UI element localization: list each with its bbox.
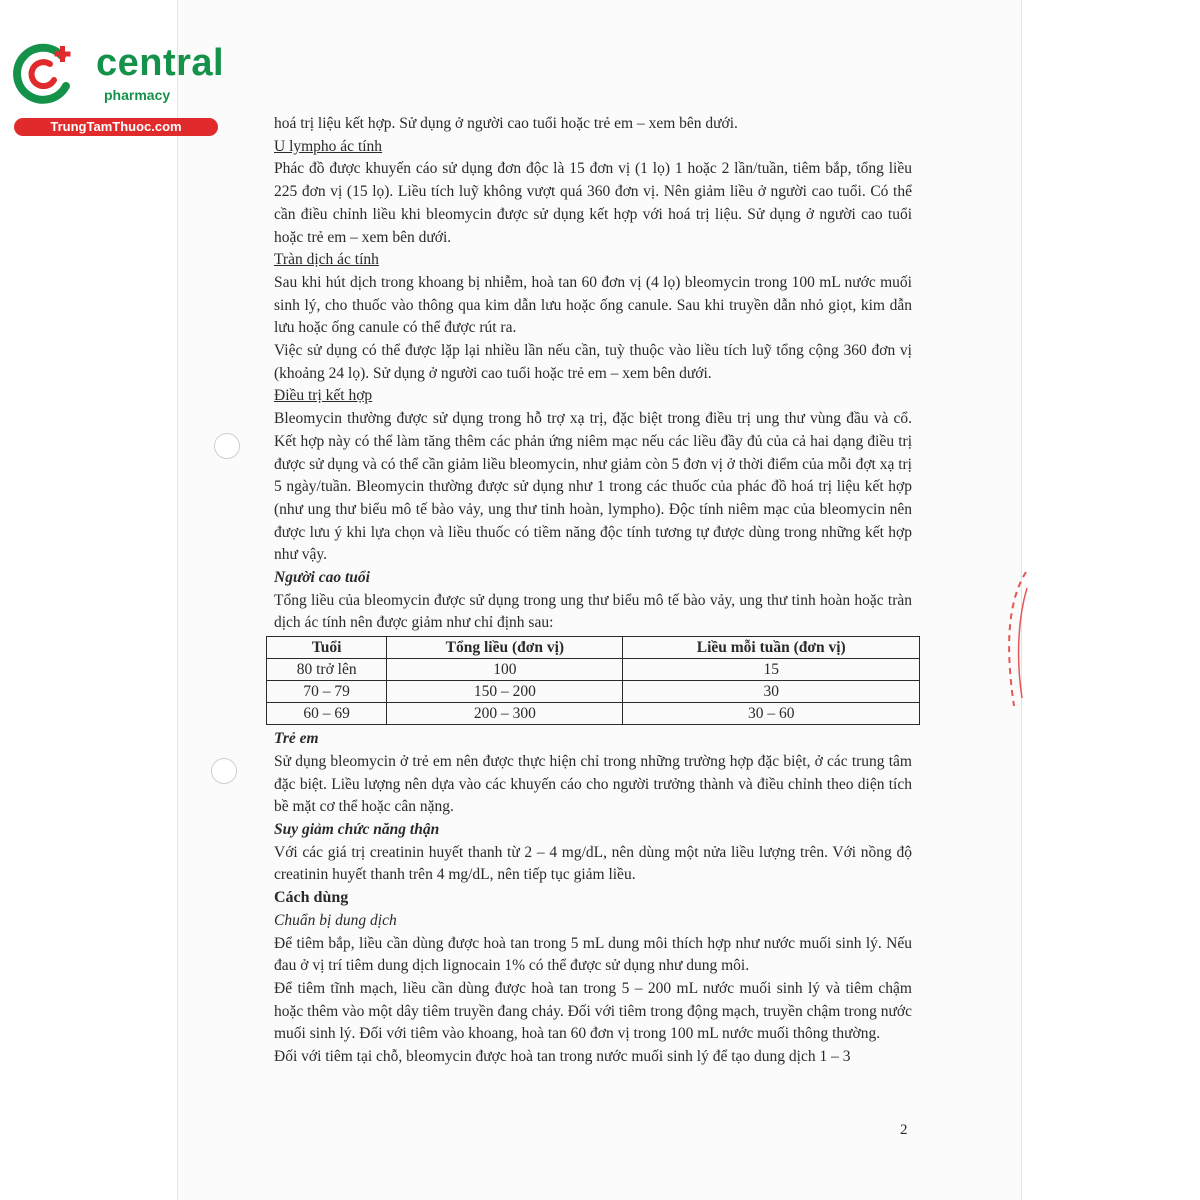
heading-lymphoma: U lympho ác tính: [274, 137, 383, 155]
table-cell: 30 – 60: [623, 703, 920, 725]
table-cell: 100: [387, 659, 623, 681]
logo-site-banner: TrungTamThuoc.com: [14, 118, 218, 136]
paragraph-renal: Với các giá trị creatinin huyết thanh từ 2 – 4 mg/dL, nên dùng một nửa liều lượng trên. Với nồng độ creatinin huyết thanh trên 4 mg/dL, nên tiếp tục giảm liều.: [274, 843, 912, 884]
table-header-age: Tuổi: [267, 637, 387, 659]
heading-renal: Suy giảm chức năng thận: [274, 820, 440, 838]
heading-preparation: Chuẩn bị dung dịch: [274, 911, 397, 929]
punch-hole-top: [214, 433, 240, 459]
document-body: [274, 113, 912, 1069]
paragraph-prep-1: Để tiêm bắp, liều cần dùng được hoà tan trong 5 mL dung môi thích hợp như nước muối sinh lý. Nếu đau ở vị trí tiêm dung dịch lignocain 1% có thể được sử dụng như dung môi.: [274, 934, 912, 975]
punch-hole-bottom: [211, 758, 237, 784]
table-header-weekly-dose: Liều mỗi tuần (đơn vị): [623, 637, 920, 659]
table-row: [267, 681, 920, 703]
paragraph-elderly: Tổng liều của bleomycin được sử dụng trong ung thư biểu mô tế bào vảy, ung thư tinh hoàn hoặc tràn dịch ác tính nên được giảm như chỉ định sau:: [274, 591, 912, 632]
table-cell: 200 – 300: [387, 703, 623, 725]
table-row: [267, 659, 920, 681]
logo-name: central: [96, 42, 225, 84]
table-header-row: [267, 637, 920, 659]
paragraph-children: Sử dụng bleomycin ở trẻ em nên được thực hiện chỉ trong những trường hợp đặc biệt, ở các trung tâm đặc biệt. Liều lượng nên dựa vào các khuyến cáo cho người trưởng thành và điều chỉnh theo diện tích bề mặt cơ thể hoặc cân nặng.: [274, 752, 912, 816]
central-pharmacy-logo[interactable]: [8, 36, 225, 136]
page-number: 2: [900, 1122, 908, 1138]
table-cell: 30: [623, 681, 920, 703]
pharmacy-cross-logo-icon: [10, 40, 76, 106]
table-cell: 60 – 69: [267, 703, 387, 725]
paragraph-effusion-2: Việc sử dụng có thể được lặp lại nhiều lần nếu cần, tuỳ thuộc vào liều tích luỹ tổng cộng 360 đơn vị (khoảng 24 lọ). Sử dụng ở người cao tuổi hoặc trẻ em – xem bên dưới.: [274, 342, 912, 382]
logo-subtitle: pharmacy: [104, 87, 171, 103]
partial-red-stamp: [1000, 568, 1028, 708]
heading-children: Trẻ em: [274, 730, 319, 748]
paragraph-line0: hoá trị liệu kết hợp. Sử dụng ở người cao tuổi hoặc trẻ em – xem bên dưới.: [274, 115, 738, 132]
heading-administration: Cách dùng: [274, 889, 349, 907]
paragraph-prep-2: Để tiêm tĩnh mạch, liều cần dùng được hoà tan trong 5 – 200 mL nước muối sinh lý và tiêm chậm hoặc thêm vào một dây tiêm truyền đang chảy. Đối với tiêm trong động mạch, truyền chậm trong nước muối sinh lý. Đối với tiêm vào khoang, hoà tan 60 đơn vị trong 100 mL nước muối thông thường.: [274, 979, 912, 1043]
dose-table: [266, 636, 920, 725]
table-cell: 150 – 200: [387, 681, 623, 703]
paragraph-effusion-1: Sau khi hút dịch trong khoang bị nhiễm, hoà tan 60 đơn vị (4 lọ) bleomycin trong 100 mL nước muối sinh lý, cho thuốc vào thông qua kim dẫn lưu hoặc ống canule. Sau khi truyền dẫn nhỏ giọt, kim dẫn lưu hoặc ống canule có thể được rút ra.: [274, 273, 912, 337]
heading-effusion: Tràn dịch ác tính: [274, 251, 379, 269]
table-cell: 80 trở lên: [267, 659, 387, 681]
table-cell: 70 – 79: [267, 681, 387, 703]
table-header-total-dose: Tổng liều (đơn vị): [387, 637, 623, 659]
heading-elderly: Người cao tuổi: [274, 569, 370, 587]
paragraph-lymphoma: Phác đồ được khuyến cáo sử dụng đơn độc là 15 đơn vị (1 lọ) 1 hoặc 2 lần/tuần, tiêm bắp, tổng liều 225 đơn vị (15 lọ). Liều tích luỹ không vượt quá 360 đơn vị. Nên giảm liều ở người cao tuổi. Có thể cần điều chỉnh liều khi bleomycin được sử dụng kết hợp với hoá trị liệu. Sử dụng ở người cao tuổi hoặc trẻ em – xem bên dưới.: [274, 160, 912, 246]
paragraph-prep-3: Đối với tiêm tại chỗ, bleomycin được hoà tan trong nước muối sinh lý để tạo dung dịch 1 – 3: [274, 1048, 851, 1066]
heading-combination: Điều trị kết hợp: [274, 387, 373, 405]
table-row: [267, 703, 920, 725]
table-cell: 15: [623, 659, 920, 681]
paragraph-combination: Bleomycin thường được sử dụng trong hỗ trợ xạ trị, đặc biệt trong điều trị ung thư vùng đầu và cổ. Kết hợp này có thể làm tăng thêm các phản ứng niêm mạc nếu các liều đầy đủ của cả hai dạng điều trị được sử dụng và có thể cần giảm liều bleomycin, như giảm còn 5 đơn vị ở thời điểm của mỗi đợt xạ trị 5 ngày/tuần. Bleomycin thường được sử dụng như 1 trong các thuốc của phác đồ hoá trị liệu kết hợp (như ung thư biểu mô tế bào vảy, ung thư tinh hoàn, lympho). Độc tính niêm mạc của bleomycin nên được lưu ý khi lựa chọn và liều thuốc có tiềm năng độc tính tương tự được dùng trong những kết hợp như vậy.: [274, 410, 912, 564]
